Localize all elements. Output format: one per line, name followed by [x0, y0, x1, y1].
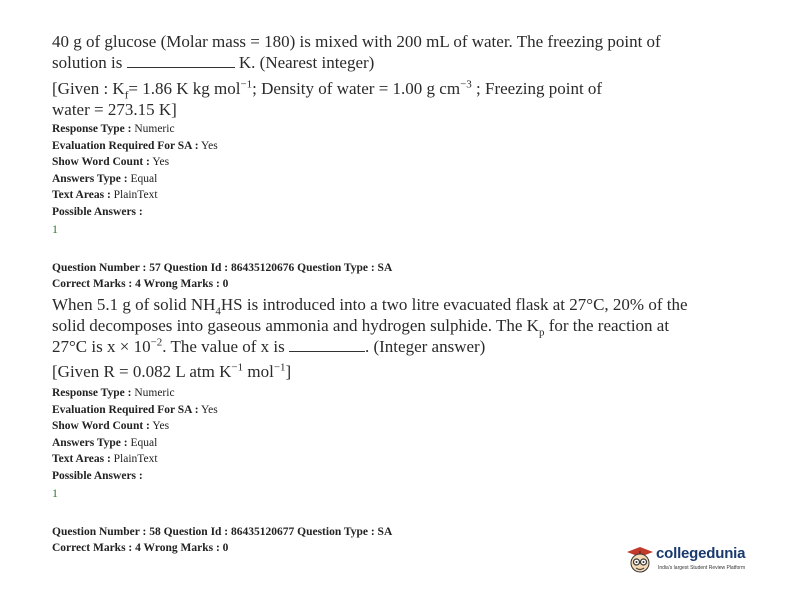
q56-line3: [Given : $K_f= 1.86$ K kg mol$^{-1}$; Density of water = 1.00 g $cm^{-3}$ ; Freezing point of	[52, 78, 603, 102]
collegedunia-logo	[626, 545, 776, 585]
q57-line2: solid decomposes into gaseous ammonia and hydrogen sulphide. The $K_p$ for the reaction at	[52, 316, 670, 339]
q57-line3: 27°C is $x \times 10^{-2}$. The value of x is . (Integer answer)	[52, 336, 486, 356]
possible-answer-value: 1	[52, 221, 58, 236]
response-type: Response Type : Numeric	[52, 387, 175, 399]
evaluation-required: Evaluation Required For SA : Yes	[52, 403, 218, 416]
q56-line4: water = 273.15 K]	[52, 100, 177, 119]
possible-answers: Possible Answers :	[52, 205, 143, 218]
evaluation-required: Evaluation Required For SA : Yes	[52, 139, 218, 152]
q57-header: Question Number : 57 Question Id : 86435120676 Question Type : SA	[52, 262, 393, 274]
q56-text	[52, 31, 764, 120]
answers-type: Answers Type : Equal	[52, 172, 158, 185]
show-word-count: Show Word Count : Yes	[52, 156, 170, 169]
logo-tagline: India's largest Student Review Platform	[658, 565, 746, 571]
q56-line2: solution is K. (Nearest integer)	[52, 53, 375, 72]
q57-meta	[52, 385, 764, 501]
answer-blank	[127, 54, 235, 68]
q56-line1: 40 g of glucose (Molar mass = 180) is mixed with 200 mL of water. The freezing point of	[52, 32, 661, 51]
response-type: Response Type : Numeric	[52, 123, 175, 135]
graduate-mascot-icon	[626, 545, 654, 577]
answers-type: Answers Type : Equal	[52, 436, 158, 449]
q57-text	[52, 294, 764, 382]
q56-meta	[52, 121, 764, 237]
answer-blank	[289, 338, 365, 352]
possible-answers: Possible Answers :	[52, 469, 143, 482]
q58-marks: Correct Marks : 4 Wrong Marks : 0	[52, 542, 229, 554]
q57-line1: When 5.1 g of solid $NH_4HS$ is introduced into a two litre evacuated flask at 27°C, 20% of the	[52, 295, 688, 318]
text-areas: Text Areas : PlainText	[52, 189, 158, 202]
text-areas: Text Areas : PlainText	[52, 453, 158, 466]
q58-header: Question Number : 58 Question Id : 86435120677 Question Type : SA	[52, 526, 393, 538]
logo-name: collegedunia	[656, 545, 746, 562]
show-word-count: Show Word Count : Yes	[52, 420, 170, 433]
q57-line4: [Given R = 0.082 L atm $K^{-1}$ mol$^{-1}$]	[52, 361, 292, 381]
possible-answer-value: 1	[52, 485, 58, 500]
q57-marks: Correct Marks : 4 Wrong Marks : 0	[52, 278, 229, 290]
